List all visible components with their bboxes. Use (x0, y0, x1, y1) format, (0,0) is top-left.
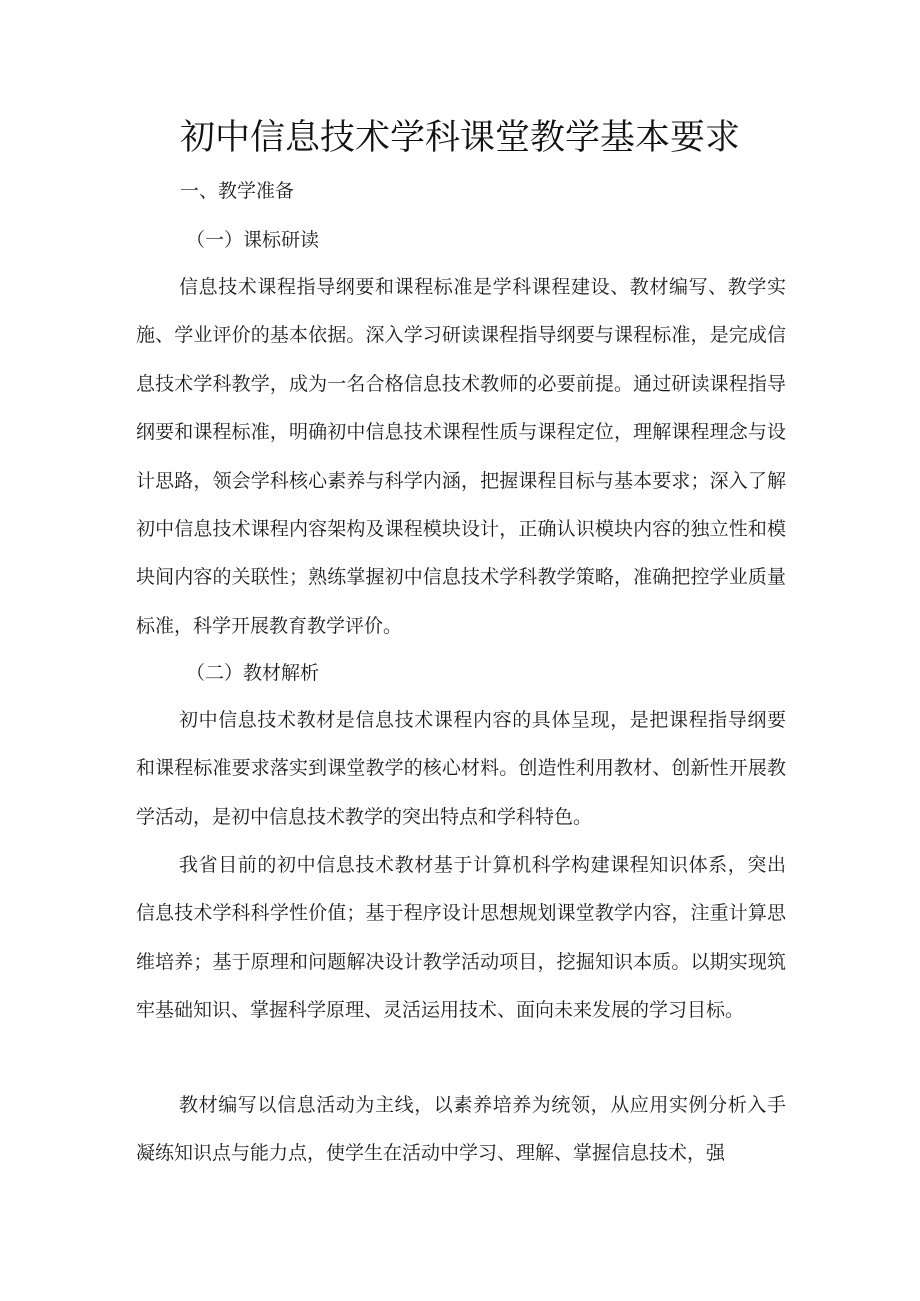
subsection-heading-textbook-analysis: （二）教材解析 (186, 662, 320, 684)
paragraph-textbook-overview: 初中信息技术教材是信息技术课程内容的具体呈现，是把课程指导纲要和课程标准要求落实到课堂教学的核心材料。创造性利用教材、创新性开展教学活动，是初中信息技术教学的突出特点和学科特色。 (136, 709, 786, 828)
paragraph-textbook-writing: 教材编写以信息活动为主线，以素养培养为统领，从应用实例分析入手凝练知识点与能力点，使学生在活动中学习、理解、掌握信息技术，强 (136, 1094, 786, 1165)
section-heading-teaching-preparation: 一、教学准备 (180, 180, 295, 202)
document-title: 初中信息技术学科课堂教学基本要求 (179, 118, 740, 158)
subsection-heading-curriculum-standards: （一）课标研读 (186, 229, 320, 251)
paragraph-textbook-province: 我省目前的初中信息技术教材基于计算机科学构建课程知识体系，突出信息技术学科科学性价值；基于程序设计思想规划课堂教学内容，注重计算思维培养；基于原理和问题解决设计教学活动项目，挖掘知识本质。以期实现筑牢基础知识、掌握科学原理、灵活运用技术、面向未来发展的学习目标。 (136, 854, 786, 1022)
paragraph-curriculum-standards: 信息技术课程指导纲要和课程标准是学科课程建设、教材编写、教学实施、学业评价的基本依据。深入学习研读课程指导纲要与课程标准，是完成信息技术学科教学，成为一名合格信息技术教师的必要前提。通过研读课程指导纲要和课程标准，明确初中信息技术课程性质与课程定位，理解课程理念与设计思路，领会学科核心素养与科学内涵，把握课程目标与基本要求；深入了解初中信息技术课程内容架构及课程模块设计，正确认识模块内容的独立性和模块间内容的关联性；熟练掌握初中信息技术学科教学策略，准确把控学业质量标准，科学开展教育教学评价。 (136, 276, 786, 637)
